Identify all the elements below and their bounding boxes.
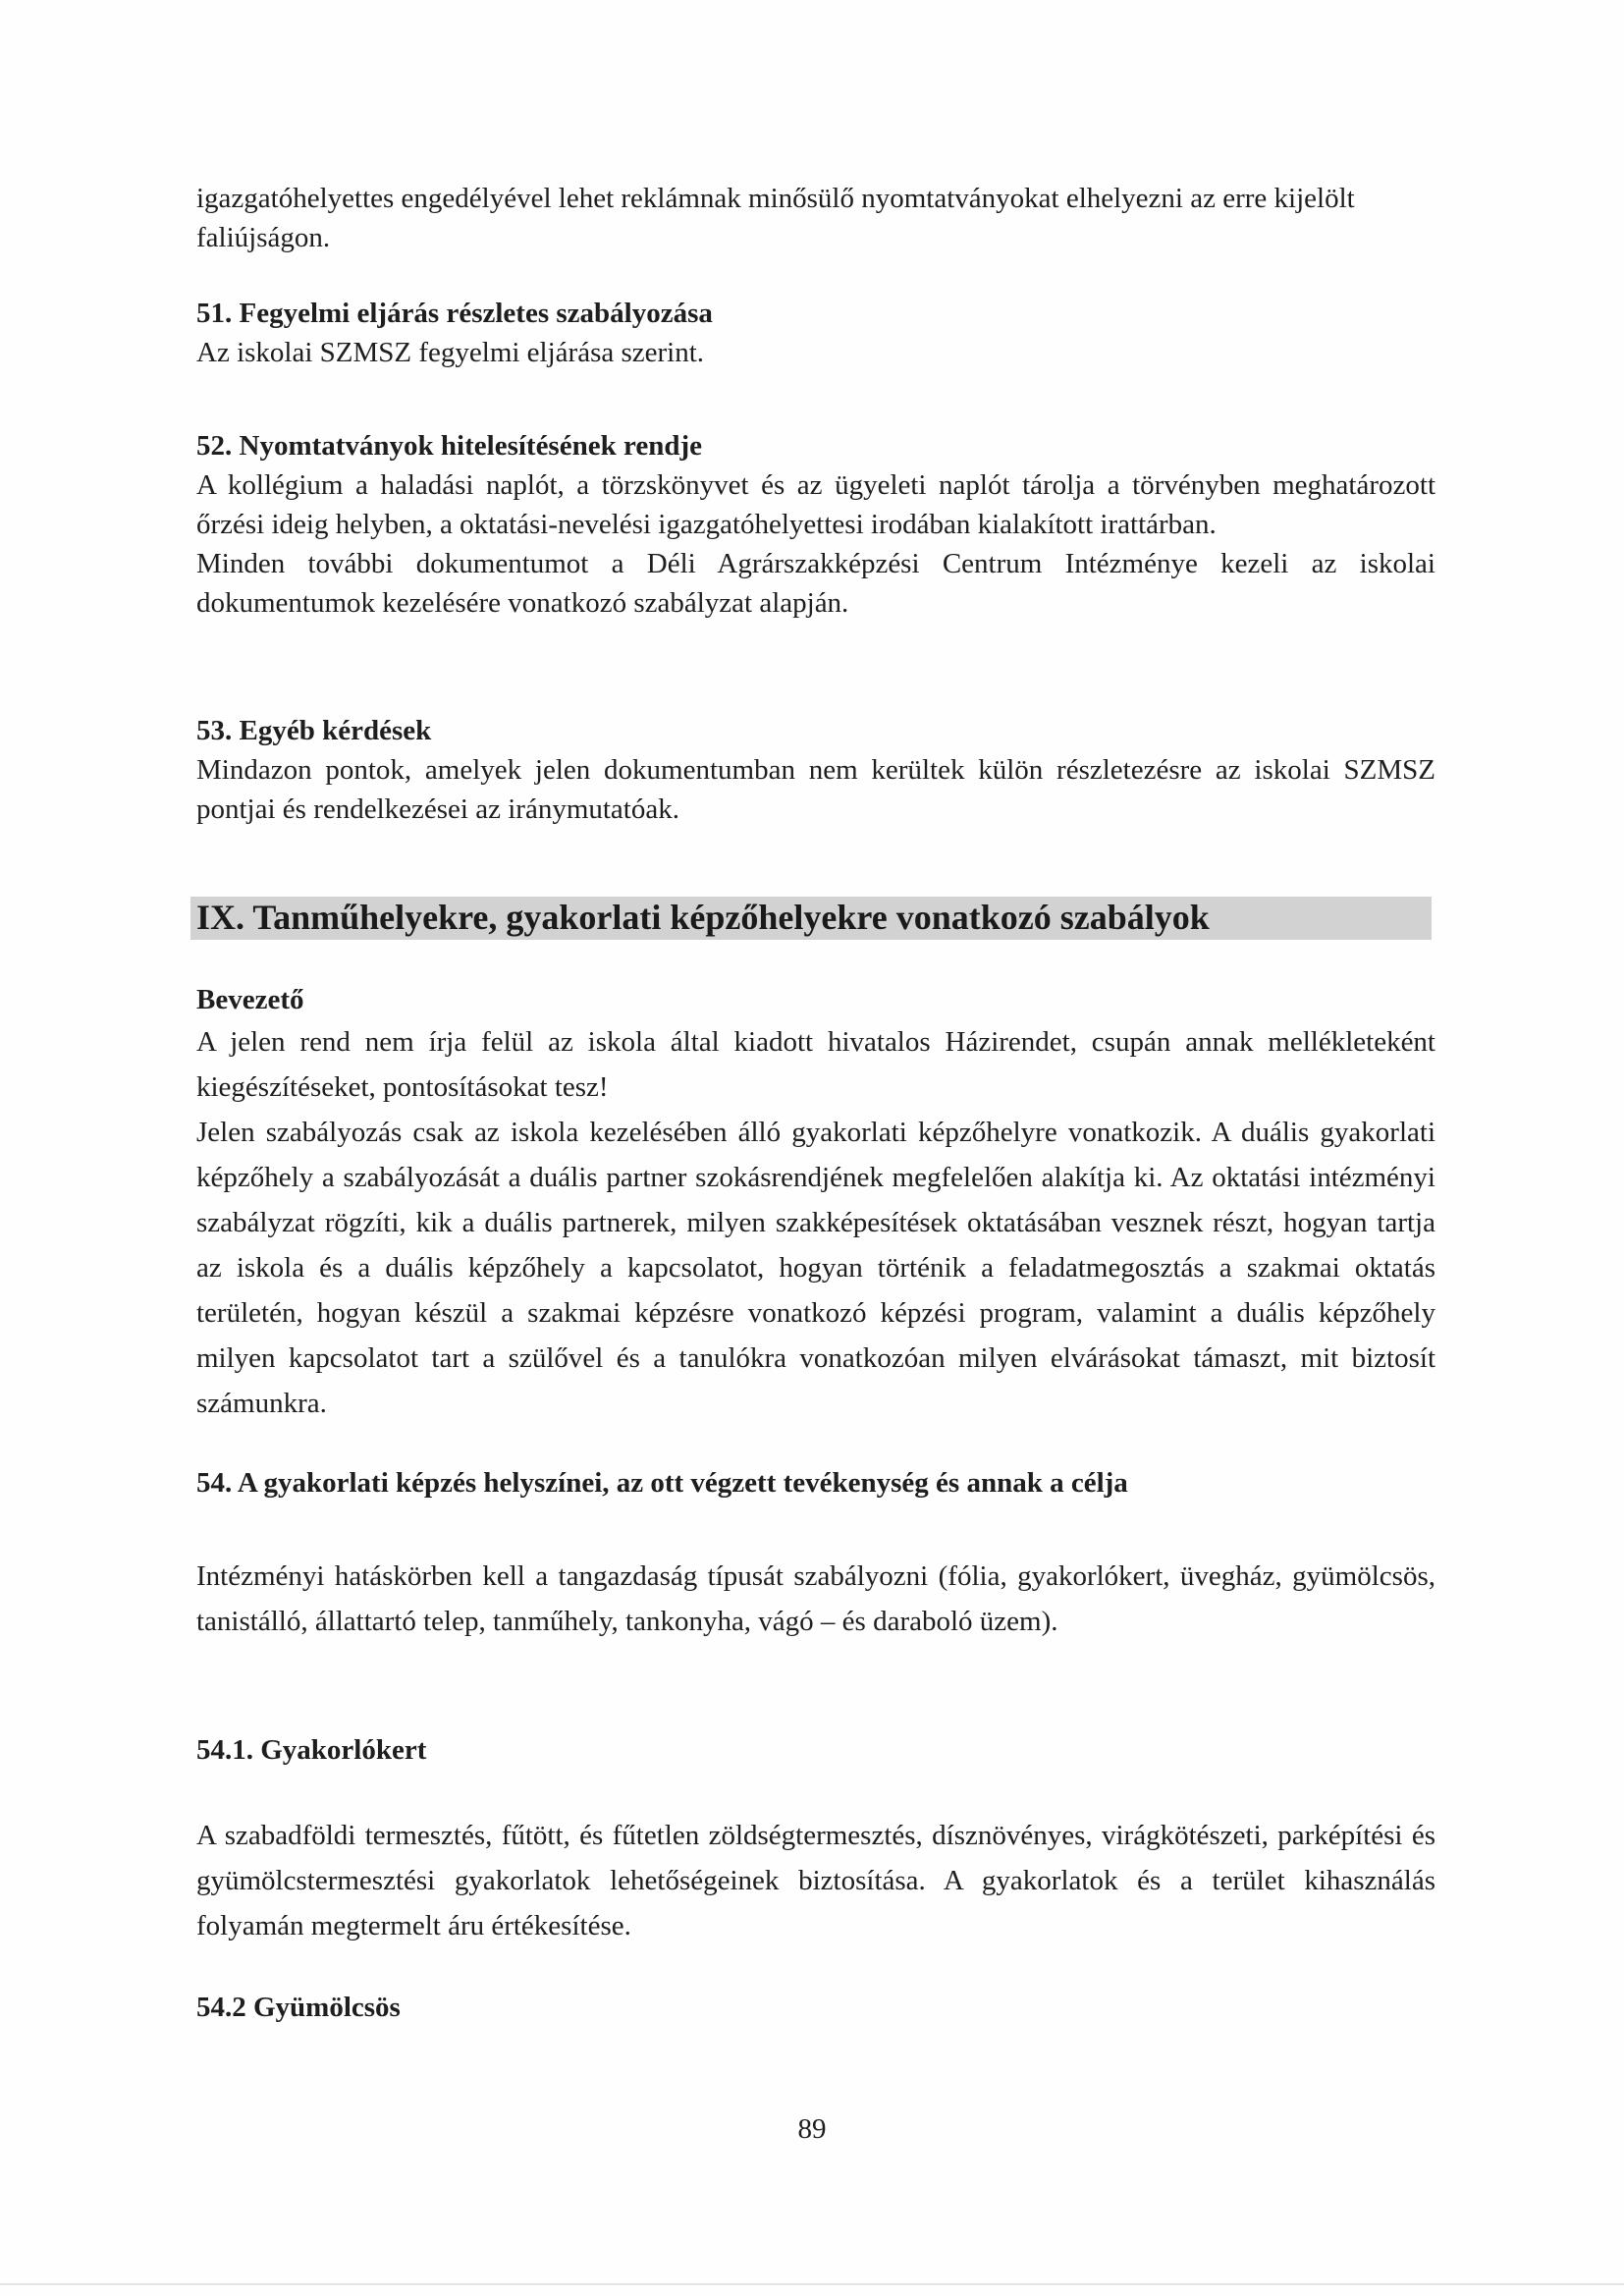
chapter-title: IX. Tanműhelyekre, gyakorlati képzőhelyekre vonatkozó szabályok (196, 898, 1210, 937)
intro-paragraph: igazgatóhelyettes engedélyével lehet reklámnak minősülő nyomtatványokat elhelyezni az erre kijelölt faliújságon. (196, 183, 1355, 253)
intro-section-paragraph-1: A jelen rend nem írja felül az iskola által kiadott hivatalos Házirendet, csupán annak mellékleteként kiegészítéseket, pontosításokat tesz! (196, 1026, 1435, 1103)
intro-section-heading: Bevezető (196, 984, 304, 1015)
section-52-heading: 52. Nyomtatványok hitelesítésének rendje (196, 430, 702, 462)
section-53-heading: 53. Egyéb kérdések (196, 715, 432, 746)
section-54-1 (196, 1730, 1435, 1770)
section-54-1-heading: 54.1. Gyakorlókert (196, 1734, 427, 1766)
intro-paragraph-block (196, 179, 1435, 257)
intro-section (196, 980, 1435, 1426)
section-51-paragraph: Az iskolai SZMSZ fegyelmi eljárása szerint. (196, 337, 705, 368)
section-54 (196, 1463, 1435, 1503)
section-52-paragraph-2: Minden további dokumentumot a Déli Agrárszakképzési Centrum Intézménye kezeli az iskolai dokumentumok kezelésére vonatkozó szabályzat alapján. (196, 548, 1435, 619)
scan-edge-line (0, 2283, 1624, 2285)
page-number: 89 (797, 2113, 827, 2145)
section-51-heading: 51. Fegyelmi eljárás részletes szabályozása (196, 298, 713, 329)
section-54-1-body (196, 1813, 1435, 1948)
section-54-2 (196, 1988, 1435, 2027)
intro-section-paragraph-2: Jelen szabályozás csak az iskola kezelésében álló gyakorlati képzőhelyre vonatkozik. A duális gyakorlati képzőhely a szabályozását a duális partner szokásrendjének megfelelően alakítja ki. Az oktatási intézményi szabályzat rögzíti, kik a duális partnerek, milyen szakképesítések oktatásában vesznek részt, hogyan tartja az iskola és a duális képzőhely a kapcsolatot, hogyan történik a feladatmegosztás a szakmai oktatás területén, hogyan készül a szakmai képzésre vonatkozó képzési program, valamint a duális képzőhely milyen kapcsolatot tart a szülővel és a tanulókra vonatkozóan milyen elvárásokat támaszt, mit biztosít számunkra. (196, 1117, 1435, 1419)
section-54-paragraph: Intézményi hatáskörben kell a tangazdaság típusát szabályozni (fólia, gyakorlókert, üvegház, gyümölcsös, tanistálló, állattartó telep, tanműhely, tankonyha, vágó – és daraboló üzem). (196, 1560, 1435, 1637)
section-51 (196, 294, 1435, 372)
section-52 (196, 426, 1435, 623)
section-54-1-paragraph: A szabadföldi termesztés, fűtött, és fűtetlen zöldségtermesztés, dísznövényes, virágkötészeti, parképítési és gyümölcstermesztési gyakorlatok lehetőségeinek biztosítása. A gyakorlatok és a terület kihasználás folyamán megtermelt áru értékesítése. (196, 1820, 1435, 1941)
section-54-2-heading: 54.2 Gyümölcsös (196, 1992, 401, 2023)
section-54-heading: 54. A gyakorlati képzés helyszínei, az ott végzett tevékenység és annak a célja (196, 1467, 1128, 1499)
section-53 (196, 711, 1435, 829)
section-54-body (196, 1554, 1435, 1644)
section-53-paragraph: Mindazon pontok, amelyek jelen dokumentumban nem kerültek külön részletezésre az iskolai SZMSZ pontjai és rendelkezései az iránymutatóak. (196, 754, 1435, 825)
section-52-paragraph-1: A kollégium a haladási naplót, a törzskönyvet és az ügyeleti naplót tárolja a törvényben meghatározott őrzési ideig helyben, a oktatási-nevelési igazgatóhelyettesi irodában kialakított irattárban. (196, 469, 1435, 540)
